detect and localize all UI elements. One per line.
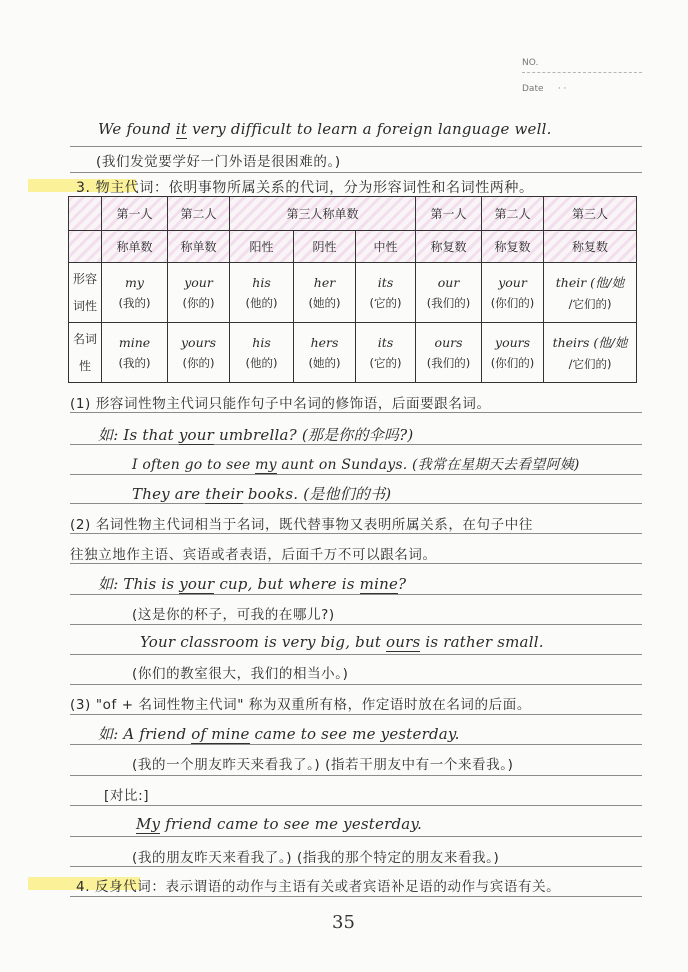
- compare-label: [对比:]: [104, 788, 150, 804]
- example-sentence: They are their books. (是他们的书): [132, 485, 392, 503]
- table-cell: his (他的): [230, 263, 294, 323]
- section-heading: 3. 物主代词：依明事物所属关系的代词，分为形容词性和名词性两种。: [76, 180, 534, 196]
- ruled-line: [70, 775, 642, 776]
- table-cell: your (你们的): [482, 263, 544, 323]
- table-cell: his (他的): [230, 323, 294, 383]
- ruled-line: [70, 805, 642, 806]
- rule-text: (3) "of + 名词性物主代词" 称为双重所有格，作定语时放在名词的后面。: [70, 697, 531, 713]
- table-cell: her (她的): [294, 263, 356, 323]
- table-subheader: 称复数: [544, 231, 637, 263]
- pronoun-table: [68, 196, 636, 382]
- date-label: Date · ·: [522, 84, 567, 94]
- ruled-line: [70, 836, 642, 837]
- table-cell: yours (你们的): [482, 323, 544, 383]
- ruled-line: [70, 172, 642, 173]
- table-cell: your (你的): [168, 263, 230, 323]
- ruled-line: [70, 412, 642, 413]
- table-header: 第三人称单数: [230, 197, 416, 231]
- table-cell: hers (她的): [294, 323, 356, 383]
- table-subheader: 阴性: [294, 231, 356, 263]
- translation: (我们发觉要学好一门外语是很困难的。): [96, 154, 341, 170]
- page-number: 35: [332, 912, 355, 933]
- ruled-line: [70, 146, 642, 147]
- ruled-line: [70, 624, 642, 625]
- example-sentence: My friend came to see me yesterday.: [136, 815, 423, 833]
- table-subheader: 称复数: [482, 231, 544, 263]
- example-sentence: 如: Is that your umbrella? (那是你的伞吗?): [98, 426, 414, 444]
- table-header: 第三人: [544, 197, 637, 231]
- row-label-adjectival: 形容词性: [69, 263, 102, 323]
- table-subheader: 中性: [356, 231, 416, 263]
- table-cell: my (我的): [102, 263, 168, 323]
- example-sentence: We found it very difficult to learn a foreign language well.: [98, 120, 552, 138]
- translation: (你们的教室很大，我们的相当小。): [132, 666, 349, 682]
- ruled-line: [70, 896, 642, 897]
- table-cell: mine (我的): [102, 323, 168, 383]
- row-label-nominal: 名词性: [69, 323, 102, 383]
- table-subheader: 称复数: [416, 231, 482, 263]
- translation: (这是你的杯子，可我的在哪儿?): [132, 607, 335, 623]
- table-corner: [69, 231, 102, 263]
- ruled-line: [70, 684, 642, 685]
- number-line: [522, 72, 642, 73]
- example-sentence: 如: A friend of mine came to see me yesterday.: [98, 725, 460, 743]
- table-corner: [69, 197, 102, 231]
- ruled-line: [70, 474, 642, 475]
- table-cell: ours (我们的): [416, 323, 482, 383]
- example-sentence: I often go to see my aunt on Sundays. (我常在星期天去看望阿姨): [132, 457, 580, 473]
- ruled-line: [70, 563, 642, 564]
- table-header: 第二人: [168, 197, 230, 231]
- table-subheader: 称单数: [102, 231, 168, 263]
- ruled-line: [70, 594, 642, 595]
- rule-text: (1) 形容词性物主代词只能作句子中名词的修饰语，后面要跟名词。: [70, 396, 491, 412]
- ruled-line: [70, 654, 642, 655]
- ruled-line: [70, 744, 642, 745]
- table-header: 第一人: [416, 197, 482, 231]
- table-subheader: 称单数: [168, 231, 230, 263]
- example-sentence: 如: This is your cup, but where is mine?: [98, 575, 407, 593]
- table-header: 第一人: [102, 197, 168, 231]
- translation: (我的一个朋友昨天来看我了。) (指若干朋友中有一个来看我。): [132, 757, 514, 773]
- ruled-line: [70, 714, 642, 715]
- table-subheader: 阳性: [230, 231, 294, 263]
- example-sentence: Your classroom is very big, but ours is rather small.: [140, 633, 544, 651]
- ruled-line: [70, 866, 642, 867]
- table-cell: their (他/她 /它们的): [544, 263, 637, 323]
- table-cell: theirs (他/她 /它们的): [544, 323, 637, 383]
- rule-text: 往独立地作主语、宾语或者表语，后面千万不可以跟名词。: [70, 547, 437, 563]
- table-cell: its (它的): [356, 263, 416, 323]
- section-heading: 4. 反身代词：表示谓语的动作与主语有关或者宾语补足语的动作与宾语有关。: [76, 879, 561, 895]
- table-cell: our (我们的): [416, 263, 482, 323]
- table-cell: yours (你的): [168, 323, 230, 383]
- table-header: 第二人: [482, 197, 544, 231]
- rule-text: (2) 名词性物主代词相当于名词，既代替事物又表明所属关系，在句子中往: [70, 517, 533, 533]
- table-cell: its (它的): [356, 323, 416, 383]
- translation: (我的朋友昨天来看我了。) (指我的那个特定的朋友来看我。): [132, 850, 500, 866]
- number-label: NO.: [522, 58, 539, 68]
- ruled-line: [70, 533, 642, 534]
